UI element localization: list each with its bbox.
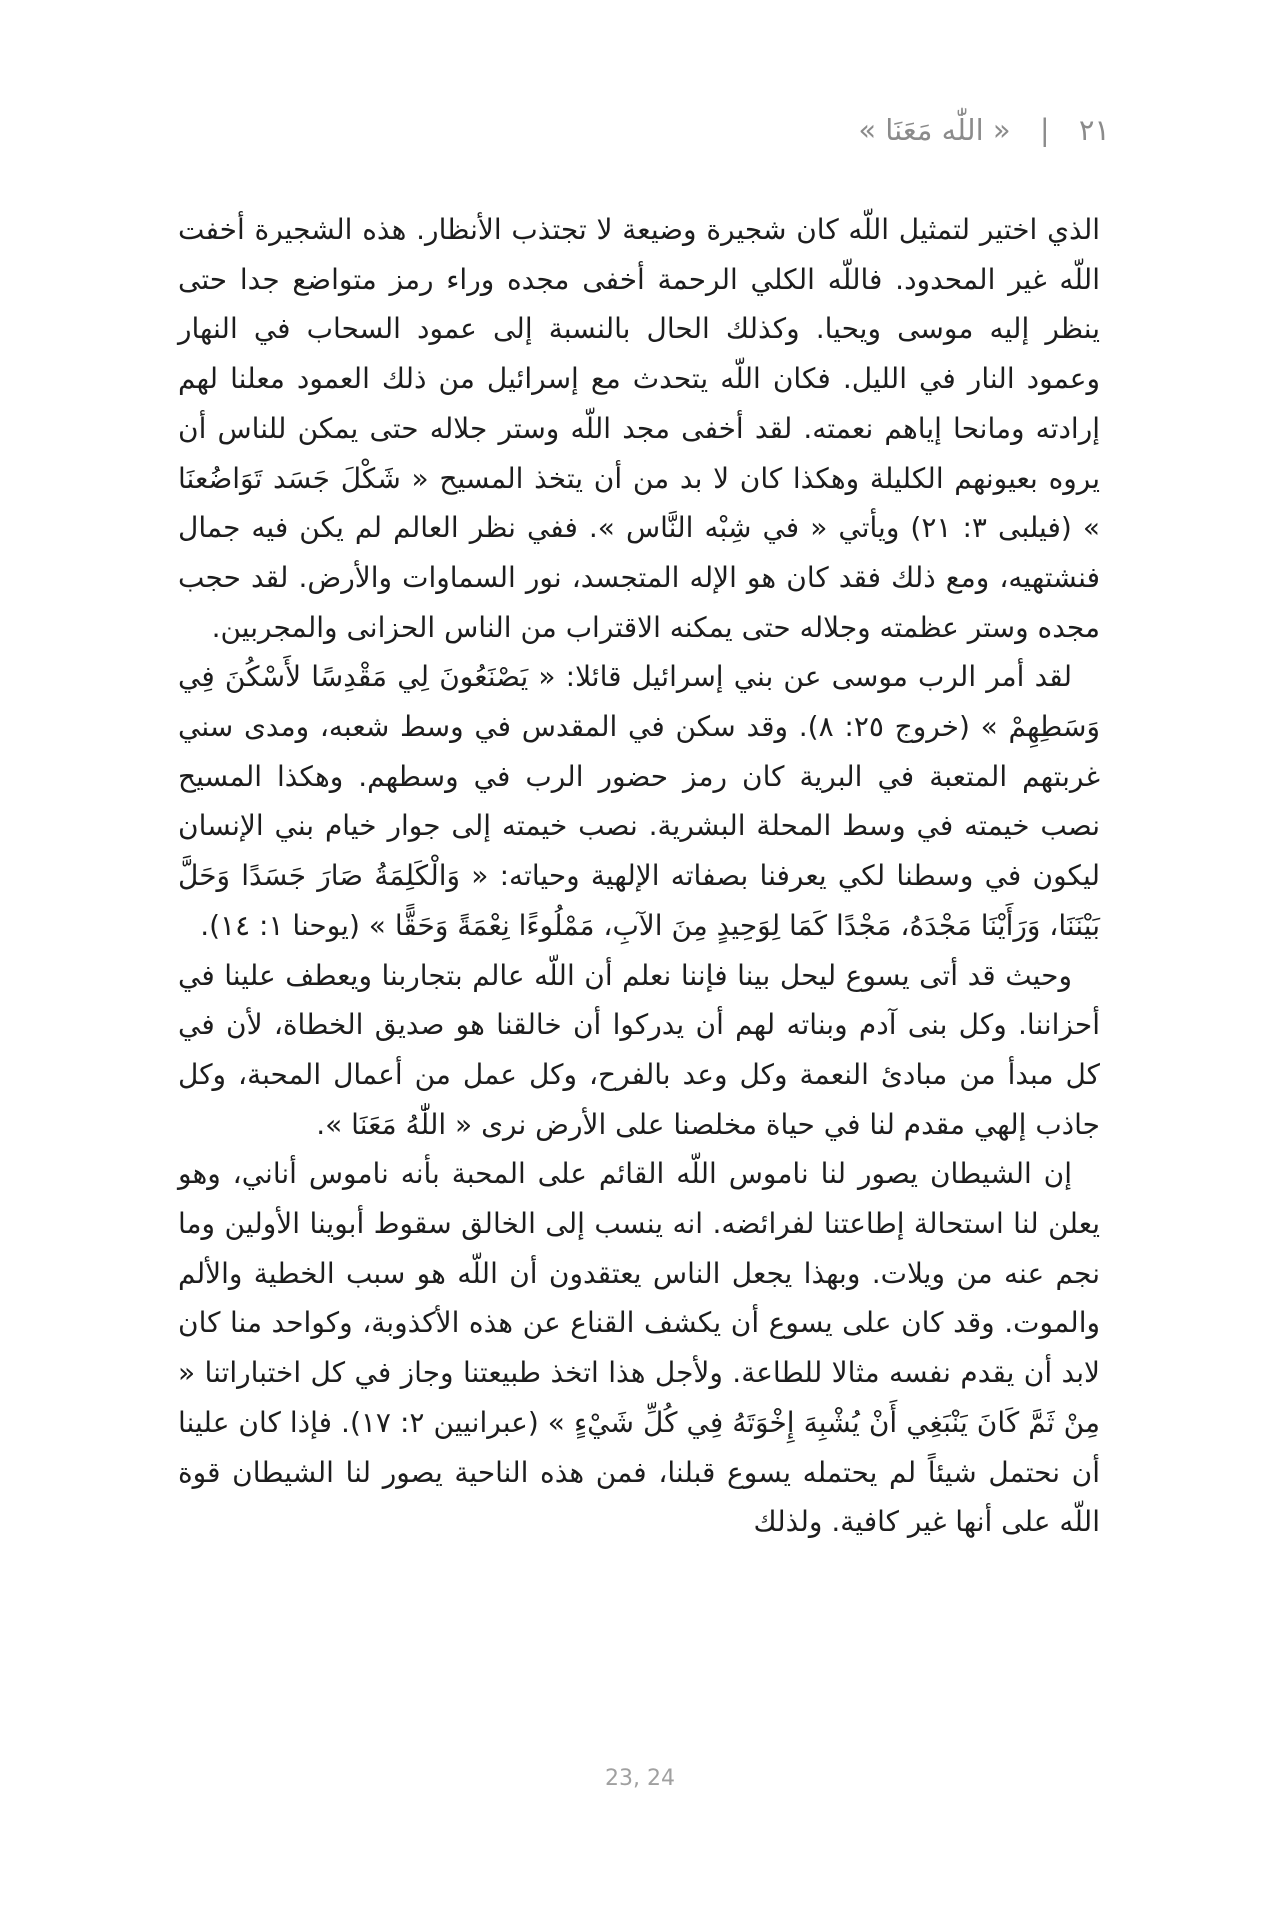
paragraph: إن الشيطان يصور لنا ناموس اللّه القائم على المحبة بأنه ناموس أناني، وهو يعلن لنا استحالة إطاعتنا لفرائضه. انه ينسب إلى الخالق سقوط أبوينا الأولين وما نجم عنه من ويلات. وبهذا يجعل الناس يعتقدون أن اللّه هو سبب الخطية والألم والموت. وقد كان على يسوع أن يكشف القناع عن هذه الأكذوبة، وكواحد منا كان لابد أن يقدم نفسه مثالا للطاعة. ولأجل هذا اتخذ طبيعتنا وجاز في كل اختباراتنا « مِنْ ثَمَّ كَانَ يَنْبَغِي أَنْ يُشْبِهَ إِخْوَتَهُ فِي كُلِّ شَيْءٍ » (عبرانيين ٢: ١٧). فإذا كان علينا أن نحتمل شيئاً لم يحتمله يسوع قبلنا، فمن هذه الناحية يصور لنا الشيطان قوة اللّه على أنها غير كافية. ولذلك — [178, 1157, 1100, 1539]
body-text — [178, 205, 1100, 1547]
paragraph: الذي اختير لتمثيل اللّه كان شجيرة وضيعة لا تجتذب الأنظار. هذه الشجيرة أخفت اللّه غير المحدود. فاللّه الكلي الرحمة أخفى مجده وراء رمز متواضع جدا حتى ينظر إليه موسى ويحيا. وكذلك الحال بالنسبة إلى عمود السحاب في النهار وعمود النار في الليل. فكان اللّه يتحدث مع إسرائيل من ذلك العمود معلنا لهم إرادته ومانحا إياهم نعمته. لقد أخفى مجد اللّه وستر جلاله حتى يمكن للناس أن يروه بعيونهم الكليلة وهكذا كان لا بد من أن يتخذ المسيح « شَكْلَ جَسَد تَوَاضُعنَا » (فيلبى ٣: ٢١) ويأتي « في شِبْه النَّاس ». ففي نظر العالم لم يكن فيه جمال فنشتهيه، ومع ذلك فقد كان هو الإله المتجسد، نور السماوات والأرض. لقد حجب مجده وستر عظمته وجلاله حتى يمكنه الاقتراب من الناس الحزانى والمجربين. — [178, 213, 1100, 644]
footer-page-reference: 23, 24 — [605, 1766, 675, 1791]
paragraph: لقد أمر الرب موسى عن بني إسرائيل قائلا: « يَصْنَعُونَ لِي مَقْدِسًا لأَسْكُنَ فِي وَسَطِهِمْ » (خروج ٢٥: ٨). وقد سكن في المقدس في وسط شعبه، ومدى سني غربتهم المتعبة في البرية كان رمز حضور الرب في وسطهم. وهكذا المسيح نصب خيمته في وسط المحلة البشرية. نصب خيمته إلى جوار خيام بني الإنسان ليكون في وسطنا لكي يعرفنا بصفاته الإلهية وحياته: « وَالْكَلِمَةُ صَارَ جَسَدًا وَحَلَّ بَيْنَنَا، وَرَأَيْنَا مَجْدَهُ، مَجْدًا كَمَا لِوَحِيدٍ مِنَ الآبِ، مَمْلُوءًا نِعْمَةً وَحَقًّا » (يوحنا ١: ١٤). — [178, 660, 1100, 942]
header-separator: | — [1039, 113, 1050, 147]
header-page-number: ٢١ — [1078, 113, 1110, 147]
paragraph: وحيث قد أتى يسوع ليحل بينا فإننا نعلم أن اللّه عالم بتجاربنا ويعطف علينا في أحزاننا. وكل بنى آدم وبناته لهم أن يدركوا أن خالقنا هو صديق الخطاة، لأن في كل مبدأ من مبادئ النعمة وكل وعد بالفرح، وكل عمل من أعمال المحبة، وكل جاذب إلهي مقدم لنا في حياة مخلصنا على الأرض نرى « اللّٰهُ مَعَنَا ». — [178, 958, 1100, 1141]
running-header — [170, 113, 1110, 147]
header-running-title: « اللّٰه مَعَنَا » — [858, 113, 1011, 147]
